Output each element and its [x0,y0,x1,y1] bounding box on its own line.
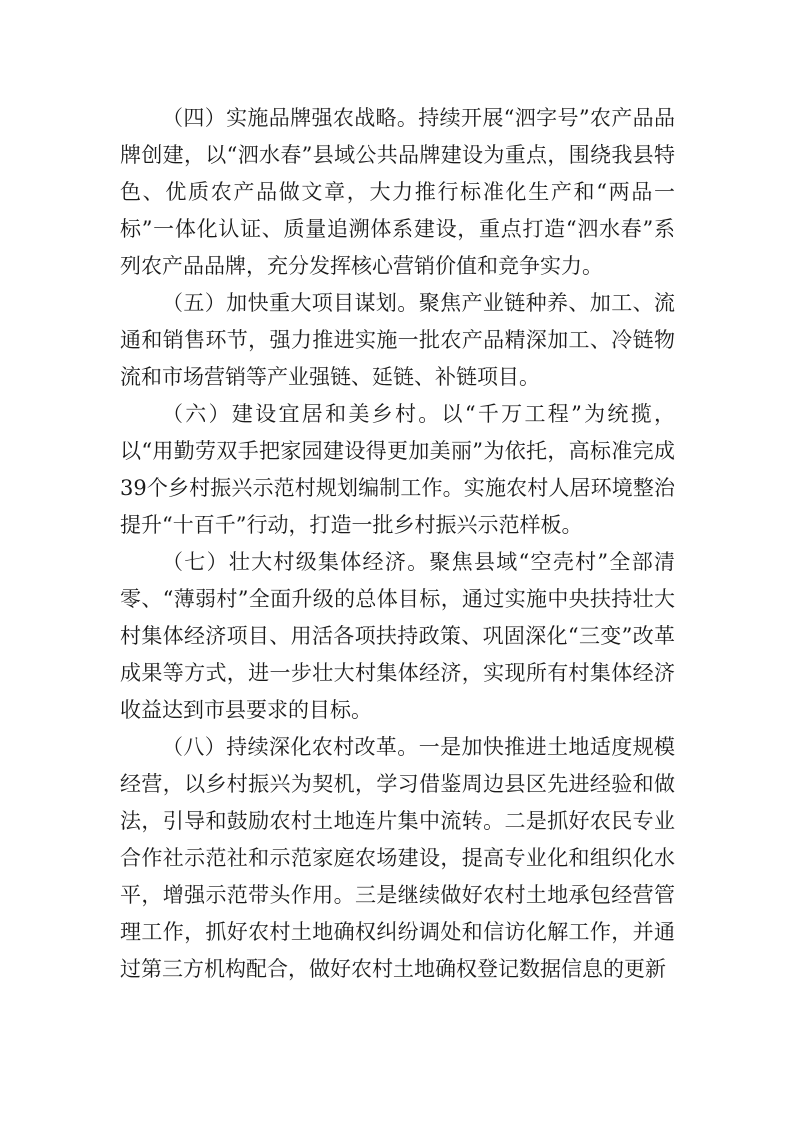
document-body [120,100,675,988]
paragraph-livable-villages: （六）建设宜居和美乡村。以“千万工程”为统揽，以“用勤劳双手把家园建设得更加美丽”为依托，高标准完成39个乡村振兴示范村规划编制工作。实施农村人居环境整治提升“十百千”行动，打造一批乡村振兴示范样板。 [120,402,675,537]
paragraph-collective-economy: （七）壮大村级集体经济。聚焦县域“空壳村”全部清零、“薄弱村”全面升级的总体目标，通过实施中央扶持壮大村集体经济项目、用活各项扶持政策、巩固深化“三变”改革成果等方式，进一步壮大村集体经济，实现所有村集体经济收益达到市县要求的目标。 [120,550,675,722]
paragraph-brand-strategy: （四）实施品牌强农战略。持续开展“泗字号”农产品品牌创建，以“泗水春”县域公共品牌建设为重点，围绕我县特色、优质农产品做文章，大力推行标准化生产和“两品一标”一体化认证、质量追溯体系建设，重点打造“泗水春”系列农产品品牌，充分发挥核心营销价值和竞争实力。 [120,106,675,278]
paragraph-major-projects: （五）加快重大项目谋划。聚焦产业链种养、加工、流通和销售环节，强力推进实施一批农产品精深加工、冷链物流和市场营销等产业强链、延链、补链项目。 [120,291,675,389]
paragraph-rural-reform: （八）持续深化农村改革。一是加快推进土地适度规模经营，以乡村振兴为契机，学习借鉴周边县区先进经验和做法，引导和鼓励农村土地连片集中流转。二是抓好农民专业合作社示范社和示范家庭农场建设，提高专业化和组织化水平，增强示范带头作用。三是继续做好农村土地承包经营管理工作，抓好农村土地确权纠纷调处和信访化解工作，并通过第三方机构配合，做好农村土地确权登记数据信息的更新 [120,735,675,981]
